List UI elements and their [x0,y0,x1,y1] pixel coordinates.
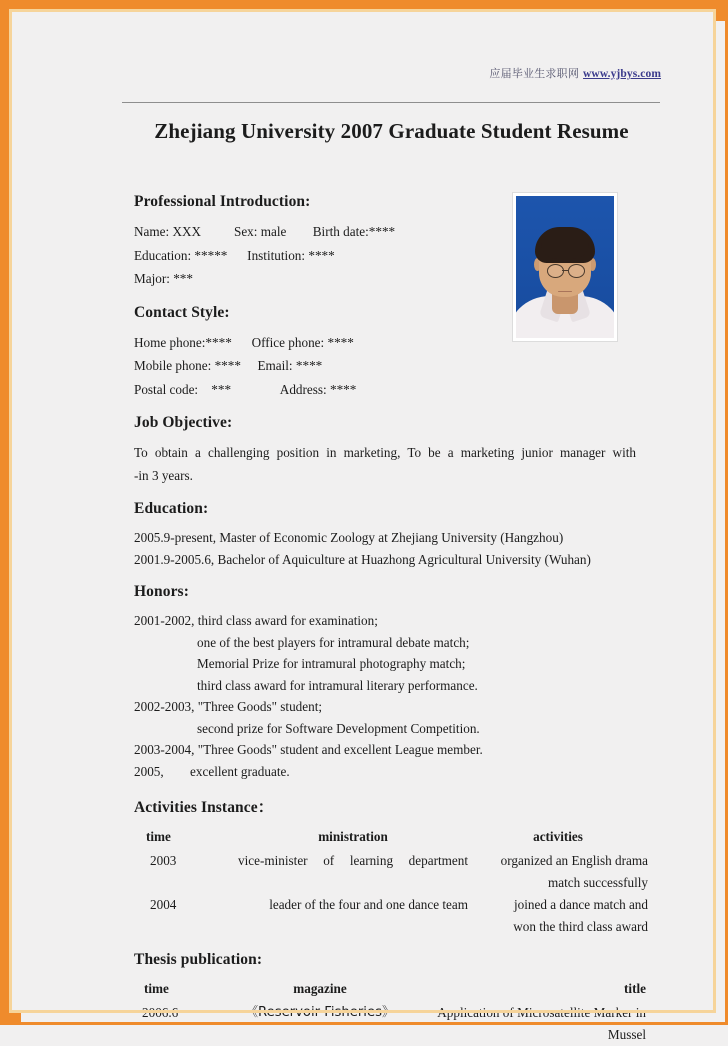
table-header-row [134,826,648,850]
column-header-magazine: magazine [293,981,347,996]
honor-entry: third class award for intramural literary performance. [197,677,478,693]
table-row [134,894,648,938]
section-heading-thesis-publication: Thesis publication: [134,951,263,968]
section-heading-contact-style: Contact Style: [134,303,230,321]
honor-entry: 2001-2002, third class award for examination; [134,613,378,628]
contact-line: Postal code: *** Address: **** [134,381,357,397]
honor-entry: Memorial Prize for intramural photography match; [197,656,466,671]
cell-activities-line1: joined a dance match and [513,897,648,912]
honor-entry: one of the best players for intramural debate match; [197,634,470,650]
cell-time: 2003 [150,853,177,868]
job-objective-text: To obtain a challenging position in marketing, To be a marketing junior manager with [134,445,636,460]
thesis-table [134,978,646,1046]
intro-line: Major: *** [134,271,193,286]
honor-entry: 2002-2003, "Three Goods" student; [134,699,323,714]
cell-title: Application of Microsatellite Marker in Mussel [437,1005,646,1042]
education-entry: 2001.9-2005.6, Bachelor of Aquiculture at Huazhong Agricultural University (Wuhan) [134,551,591,567]
cell-activities [468,894,648,938]
resume-body [134,193,648,1046]
cell-activities [468,850,648,894]
cell-activities-line1: organized an English drama [500,853,648,868]
header-divider [122,102,660,103]
column-header-ministration: ministration [318,829,388,844]
cell-time: 2006.6 [142,1005,179,1020]
section-heading-job-objective: Job Objective: [134,414,233,431]
header-site-url[interactable]: www.yjbys.com [583,68,661,80]
honor-entry: second prize for Software Development Competition. [197,720,480,736]
cell-time: 2004 [150,897,177,912]
section-heading-honors: Honors: [134,583,189,600]
table-row [134,850,648,894]
column-header-title: title [624,981,646,996]
table-header-row [134,978,646,1002]
cell-activities-line2: won the third class award [513,919,648,934]
cell-activities-line2: match successfully [548,875,648,890]
contact-line: Home phone:**** Office phone: **** [134,334,354,350]
page-title: Zhejiang University 2007 Graduate Student Resume [154,119,629,143]
section-heading-professional-introduction: Professional Introduction: [134,193,311,210]
job-objective-text-last: -in 3 years. [134,468,193,483]
column-header-time: time [144,981,169,996]
contact-line: Mobile phone: **** Email: **** [134,358,323,373]
header-site-name-cn: 应届毕业生求职网 [489,67,580,80]
page-header [119,65,661,81]
honor-entry: 2005, excellent graduate. [134,763,290,779]
activities-table [134,826,648,938]
resume-page [21,21,725,1042]
section-heading-activities-instance: Activities Instance： [134,799,274,816]
intro-line: Name: XXX Sex: male Birth date:**** [134,224,396,239]
section-heading-education: Education: [134,500,209,517]
education-entry: 2005.9-present, Master of Economic Zoology at Zhejiang University (Hangzhou) [134,530,564,545]
table-row [134,1002,646,1046]
honor-entry: 2003-2004, "Three Goods" student and excellent League member. [134,742,483,757]
cell-magazine: 《Reservoir Fisheries》 [244,1005,396,1020]
cell-ministration: vice-minister of learning department [238,853,468,868]
intro-line: Education: ***** Institution: **** [134,247,335,263]
column-header-time: time [146,829,171,844]
cell-ministration: leader of the four and one dance team [269,897,468,912]
column-header-activities: activities [533,829,583,844]
